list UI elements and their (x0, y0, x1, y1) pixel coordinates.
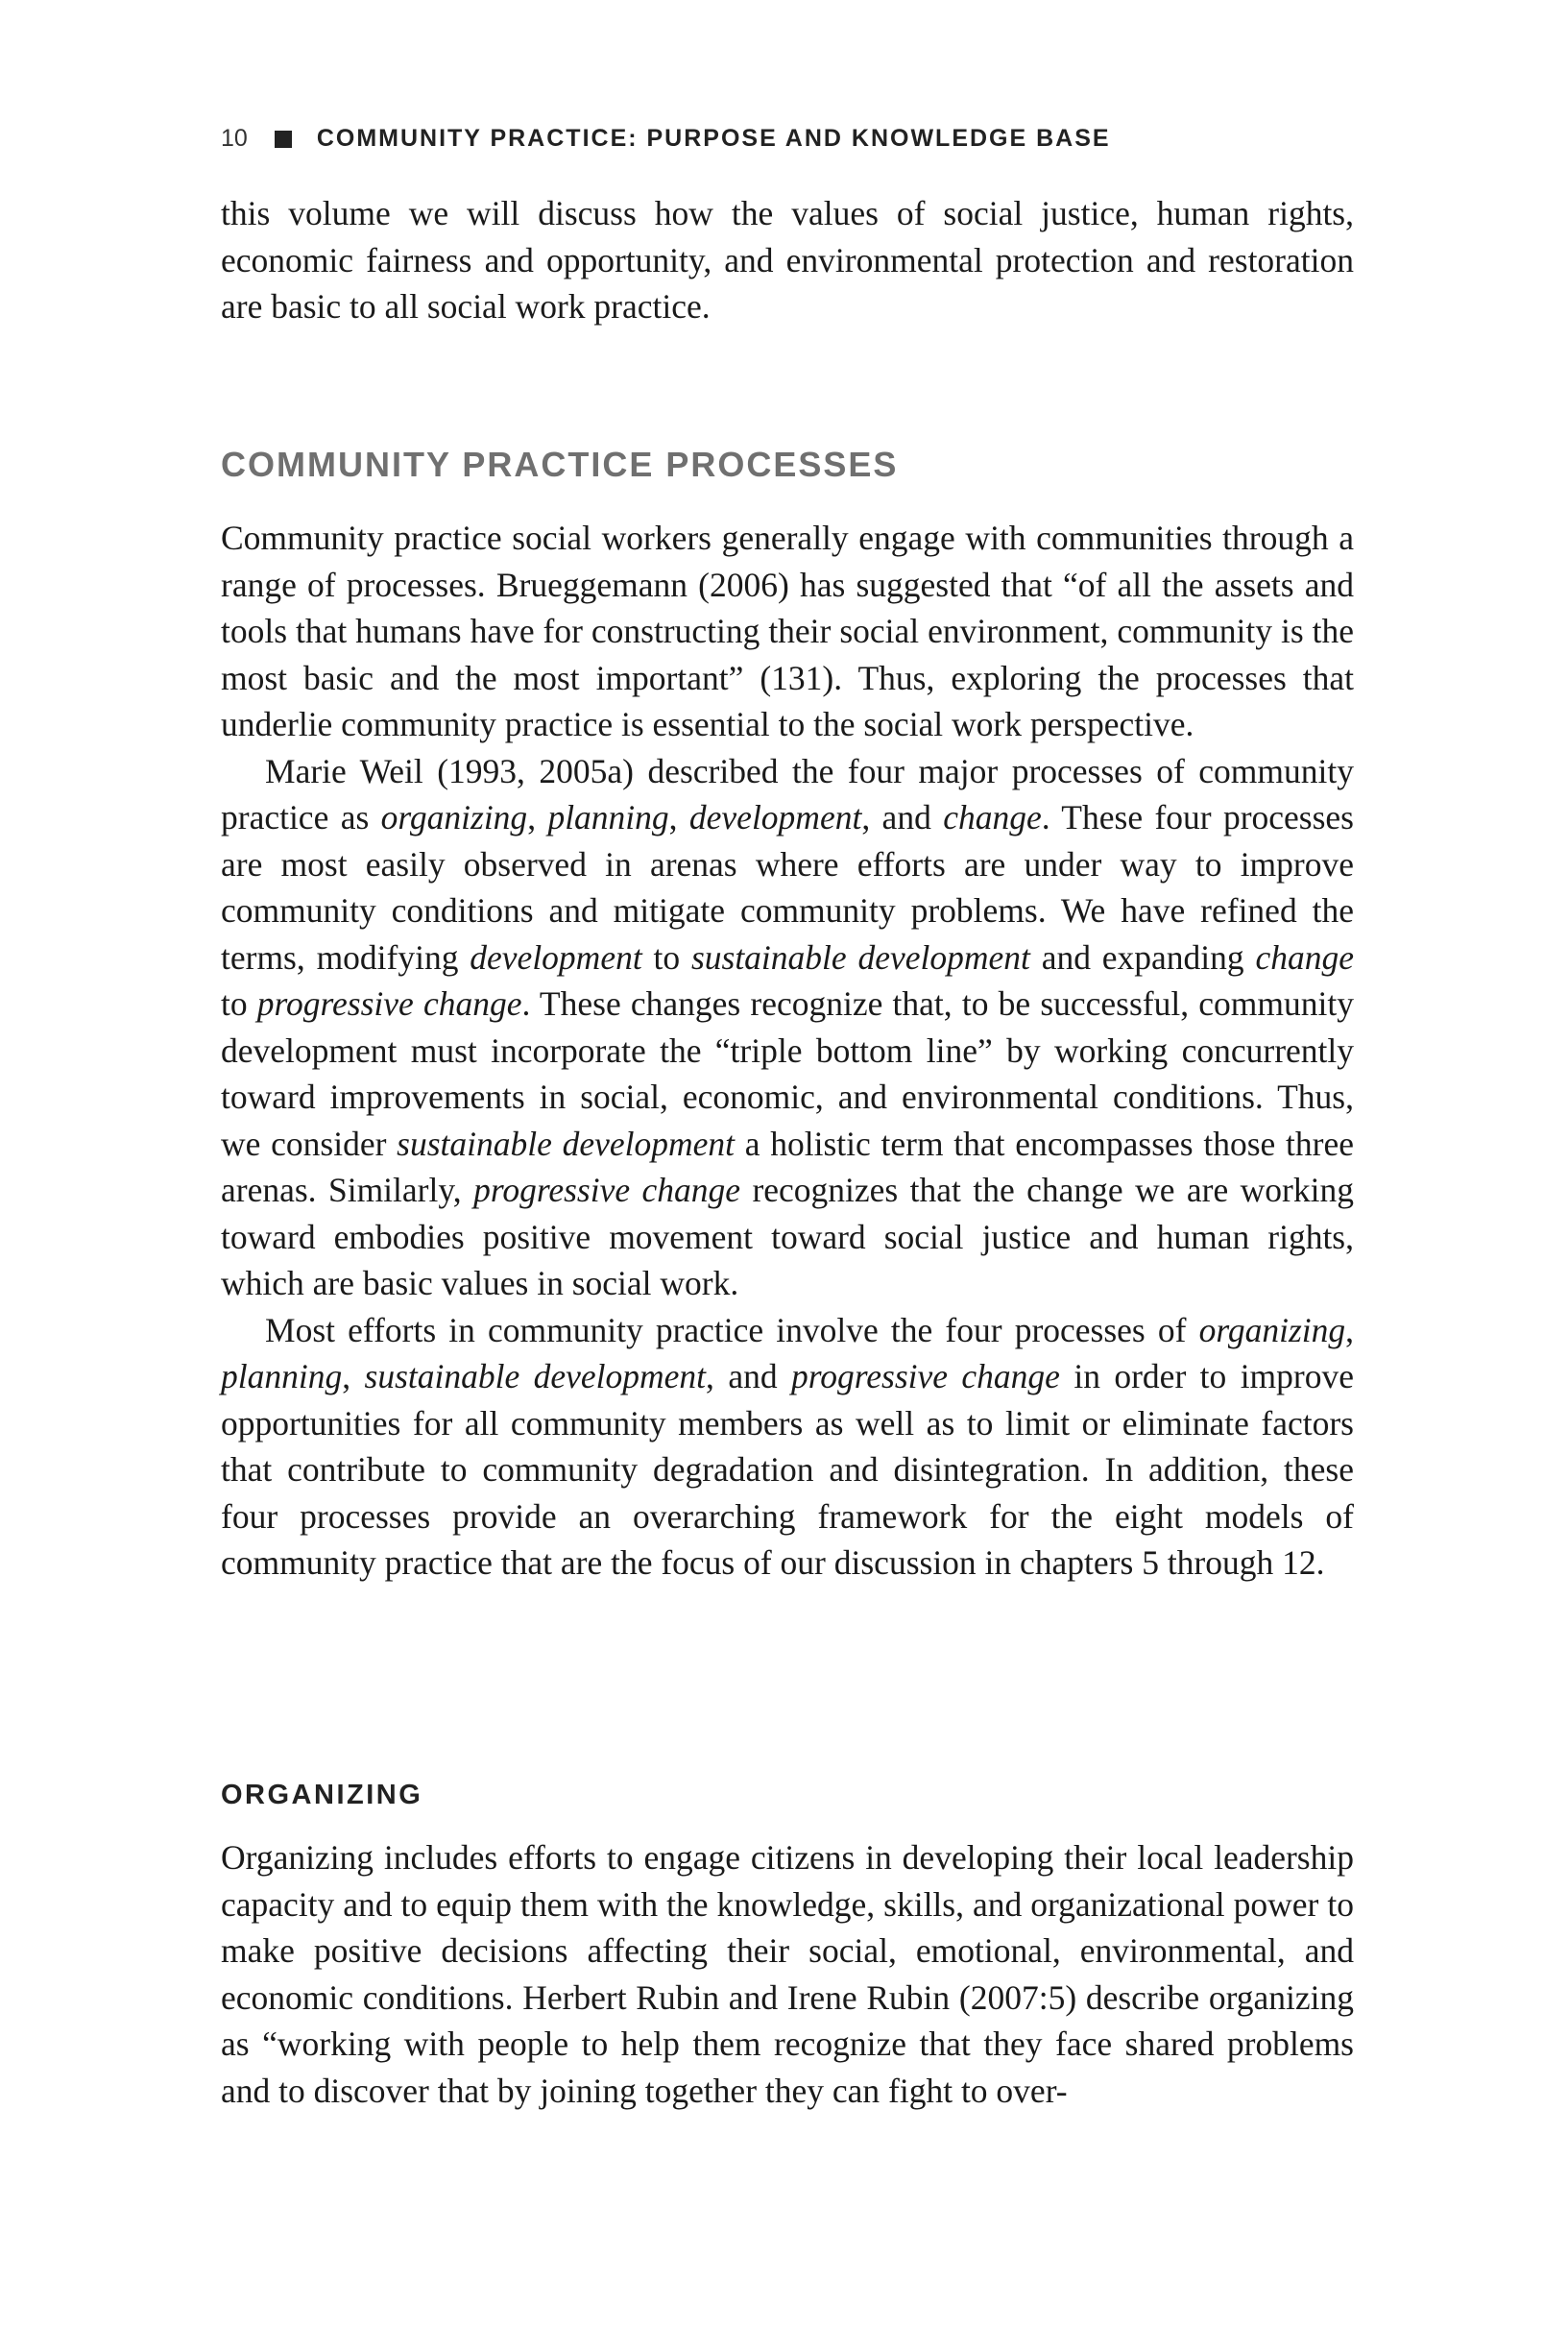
organizing-paragraph: Organizing includes efforts to engage citizens in developing their local leadership capacity and to equip them with the knowledge, skills, and organizational power to make positive decisions affecting their social, emotional, environmental, and economic conditions. Herbert Rubin and Irene Rubin (2007:5) describe organizing as “working with people to help them recognize that they face shared problems and to discover that by joining together they can fight to over- (221, 1838, 1354, 2110)
subsection-body (221, 1834, 1354, 2114)
page-number: 10 (221, 125, 248, 152)
section-heading: COMMUNITY PRACTICE PROCESSES (221, 445, 899, 484)
paragraph-2: Marie Weil (1993, 2005a) described the four major processes of community practice as organizing, planning, development, and change. These four processes are most easily observed in arenas where efforts are under way to improve community conditions and mitigate community problems. We have refined the terms, modifying development to sustainable development and expanding change to progressive change. These changes recognize that, to be successful, community development must incorporate the “triple bottom line” by working concurrently toward improvements in social, economic, and environmental conditions. Thus, we consider sustainable development a holistic term that encompasses those three arenas. Similarly, progressive change recognizes that the change we are working toward embodies positive movement toward social justice and human rights, which are basic values in social work. (221, 751, 1354, 1302)
paragraph-1: Community practice social workers generally engage with communities through a range of processes. Brueggemann (2006) has suggested that “of all the assets and tools that humans have for constructing their social environment, community is the most basic and the most important” (131). Thus, exploring the processes that underlie community practice is essential to the social work perspective. (221, 519, 1354, 743)
paragraph-3: Most efforts in community practice involve the four processes of organizing, planning, sustainable development, and progressive change in order to improve opportunities for all community members as well as to limit or eliminate factors that contribute to community degradation and disintegration. In addition, these four processes provide an overarching framework for the eight models of community practice that are the focus of our discussion in chapters 5 through 12. (221, 1310, 1354, 1582)
intro-text: this volume we will discuss how the values of social justice, human rights, economic fairness and opportunity, and environmental protection and restoration are basic to all social work practice. (221, 194, 1354, 326)
running-title: COMMUNITY PRACTICE: PURPOSE AND KNOWLEDGE BASE (316, 125, 1111, 152)
subsection-heading: ORGANIZING (221, 1780, 423, 1810)
subsection-heading-block (221, 1780, 1354, 1811)
intro-paragraph (221, 190, 1354, 330)
running-head (221, 125, 1111, 153)
section-heading-block (221, 445, 1354, 485)
square-bullet-icon (275, 131, 292, 148)
section-body (221, 515, 1354, 1587)
